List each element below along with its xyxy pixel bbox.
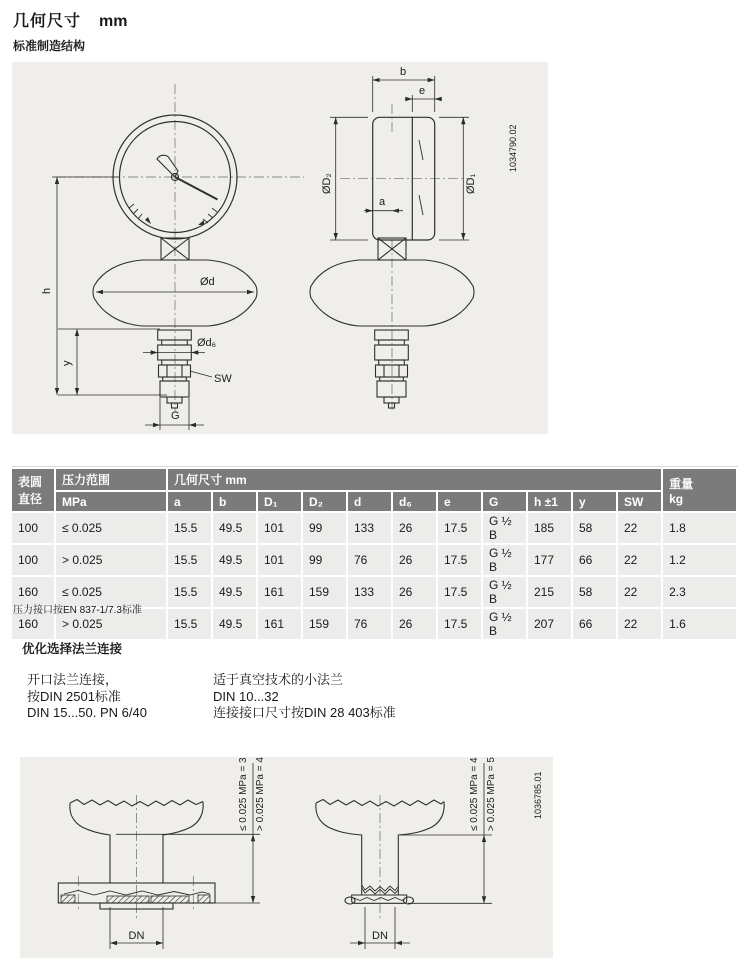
centerlines-side-view (340, 104, 470, 410)
col-header-dims-group: 几何尺寸 mm (168, 469, 663, 492)
dim-label-d6: Ød₆ (197, 337, 217, 349)
col-header-g: G (483, 492, 528, 513)
side-view-dimensions (330, 76, 469, 240)
dn-label-open-flange: DN (128, 930, 145, 942)
flange-section-heading: 优化选择法兰连接 (22, 642, 123, 656)
flange-connection-drawing (20, 757, 553, 958)
page-title-text: 几何尺寸 (13, 13, 82, 30)
dim-label-d2: ØD₂ (321, 173, 333, 194)
standard-construction-drawing (12, 62, 548, 434)
page-title-unit: mm (99, 13, 128, 30)
drawing-number: 1034790.02 (508, 124, 518, 172)
col-header-d6: d₆ (393, 492, 438, 513)
col-header-pressure-range: 压力范围 (56, 469, 168, 492)
dim-label-d: Ød (200, 276, 215, 288)
col-header-y: y (573, 492, 618, 513)
col-header-h: h ±1 (528, 492, 573, 513)
side-view-dim-labels (321, 66, 477, 208)
open-flange-note (27, 672, 147, 722)
open-flange-dim-high: > 0.025 MPa = 44 (255, 757, 266, 831)
dim-label-sw: SW (214, 373, 232, 385)
col-header-d1: D₁ (258, 492, 303, 513)
col-header-d: d (348, 492, 393, 513)
small-flange-dim-high: > 0.025 MPa = 51 (486, 757, 497, 831)
col-header-a: a (168, 492, 213, 513)
front-view-dim-labels (41, 276, 232, 422)
dn-label-small-flange: DN (372, 930, 388, 942)
note-line: 连接接口尺寸按DIN 28 403标准 (213, 705, 396, 720)
dim-label-g: G (171, 410, 180, 422)
open-flange-view (58, 757, 266, 949)
col-header-sw: SW (618, 492, 663, 513)
table-row: 160 ≤ 0.025 15.5 49.5 161 159 133 26 17.5 G ½ B 215 58 22 2.3 (12, 577, 738, 609)
col-header-dial-diameter: 表圆 直径 (12, 469, 56, 513)
drawing-number: 1036785.01 (533, 771, 543, 819)
dim-label-d1: ØD₁ (465, 173, 477, 194)
table-footnote: 压力接口按EN 837-1/7.3标准 (13, 605, 142, 616)
note-line: DIN 15...50. PN 6/40 (27, 705, 147, 720)
dim-label-b: b (400, 66, 407, 78)
col-header-d2: D₂ (303, 492, 348, 513)
dim-label-h: h (41, 287, 53, 294)
dim-label-y: y (61, 360, 73, 366)
centerlines-front-view (56, 84, 304, 412)
col-header-mpa: MPa (56, 492, 168, 513)
note-line: 适于真空技术的小法兰 (213, 672, 344, 687)
col-header-weight: 重量 kg (663, 469, 738, 513)
gauge-drawing-svg (12, 62, 548, 434)
col-header-e: e (438, 492, 483, 513)
note-line: 开口法兰连接， (27, 672, 119, 687)
flange-drawing-svg (20, 757, 553, 958)
small-flange-dim-low: ≤ 0.025 MPa = 43 (469, 757, 480, 831)
vacuum-flange-note (213, 672, 396, 722)
dim-label-e: e (419, 85, 426, 97)
note-line: 按DIN 2501标准 (27, 688, 121, 704)
table-row: 160 > 0.025 15.5 49.5 161 159 76 26 17.5 G ½ B 207 66 22 1.6 (12, 609, 738, 641)
col-header-b: b (213, 492, 258, 513)
dim-label-a: a (379, 196, 386, 208)
note-line: DIN 10...32 (213, 688, 279, 704)
table-row: 100 ≤ 0.025 15.5 49.5 101 99 133 26 17.5 G ½ B 185 58 22 1.8 (12, 513, 738, 545)
section-subtitle: 标准制造结构 (13, 39, 86, 53)
page-title (13, 8, 127, 31)
open-flange-dim-low: ≤ 0.025 MPa = 36 (238, 757, 249, 831)
small-flange-view (316, 757, 497, 949)
table-row: 100 > 0.025 15.5 49.5 101 99 76 26 17.5 G ½ B 177 66 22 1.2 (12, 545, 738, 577)
